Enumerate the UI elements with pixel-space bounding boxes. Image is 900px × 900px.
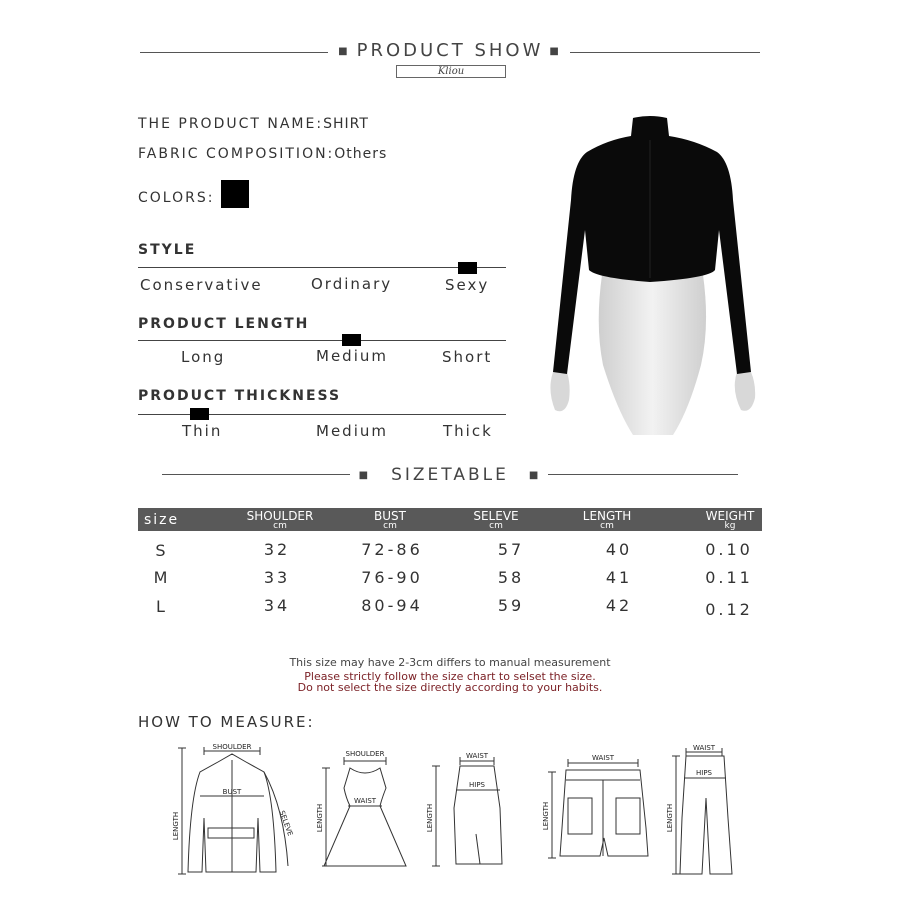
table-cell-shoulder: 32: [263, 540, 291, 559]
table-cell-weight: 0.12: [705, 600, 753, 619]
product-name-row: [138, 116, 369, 132]
style-option-sexy: Sexy: [445, 276, 490, 294]
page-title-wrap: [0, 40, 900, 61]
sizetable-bullet-left-icon: ■: [358, 469, 372, 481]
fabric-label: FABRIC COMPOSITION:: [138, 146, 335, 162]
label-waist-dress: WAIST: [353, 797, 377, 805]
table-cell-length: 40: [605, 540, 633, 559]
style-marker: [458, 262, 477, 274]
label-hips-pants: HIPS: [696, 769, 712, 777]
table-cell-bust: 72-86: [361, 540, 423, 559]
product-name-label: THE PRODUCT NAME:: [138, 116, 324, 132]
style-scale-line: [138, 267, 506, 268]
label-length-pants: LENGTH: [666, 803, 674, 833]
table-cell-size: S: [155, 541, 169, 560]
page-title: PRODUCT SHOW: [356, 40, 544, 61]
label-waist-shorts: WAIST: [591, 754, 615, 762]
title-bullet-left-icon: ■: [338, 45, 351, 57]
label-bust-jacket: BUST: [222, 788, 242, 796]
brand-label: Kliou: [396, 65, 506, 78]
table-cell-weight: 0.10: [705, 540, 753, 559]
fabric-row: [138, 146, 387, 162]
col-header-shoulder: SHOULDER cm: [246, 509, 314, 531]
product-name-value: SHIRT: [323, 116, 369, 132]
dress-diagram: [322, 757, 406, 866]
style-title: STYLE: [138, 242, 197, 258]
note-warning-1: Please strictly follow the size chart to selset the size.: [304, 670, 596, 683]
table-cell-seleve: 58: [497, 568, 525, 587]
thickness-option-thick: Thick: [443, 422, 493, 440]
style-option-conservative: Conservative: [140, 276, 263, 294]
thickness-marker: [190, 408, 209, 420]
product-photo: [545, 110, 760, 435]
shorts-diagram: [548, 759, 648, 858]
table-cell-length: 41: [605, 568, 633, 587]
label-waist-pants: WAIST: [692, 744, 716, 752]
fabric-value: Others: [334, 146, 388, 162]
label-shoulder-dress: SHOULDER: [345, 750, 385, 758]
table-cell-shoulder: 34: [263, 596, 291, 615]
colors-label: COLORS:: [138, 190, 215, 206]
sizetable-title: SIZETABLE: [391, 465, 509, 485]
pants-diagram: [672, 748, 732, 874]
sizetable-header: [138, 508, 762, 531]
length-option-short: Short: [442, 348, 493, 366]
note-measurement: This size may have 2-3cm differs to manual measurement: [289, 656, 611, 669]
label-length-skirt: LENGTH: [426, 803, 434, 833]
col-header-size: size: [144, 512, 180, 528]
table-cell-seleve: 59: [497, 596, 525, 615]
length-option-long: Long: [181, 348, 226, 366]
sizetable-bullet-right-icon: ■: [528, 469, 542, 481]
label-seleve-jacket: SELEVE: [277, 809, 295, 838]
table-cell-length: 42: [605, 596, 633, 615]
table-cell-shoulder: 33: [263, 568, 291, 587]
table-cell-weight: 0.11: [705, 568, 753, 587]
sizetable-title-wrap: [0, 465, 900, 485]
table-cell-bust: 76-90: [361, 568, 423, 587]
title-bullet-right-icon: ■: [549, 45, 562, 57]
how-to-measure-title: HOW TO MEASURE:: [138, 713, 315, 731]
length-title: PRODUCT LENGTH: [138, 316, 310, 332]
label-length-dress: LENGTH: [316, 803, 324, 833]
thickness-option-medium: Medium: [316, 422, 388, 440]
style-option-ordinary: Ordinary: [311, 275, 393, 293]
col-header-weight: WEIGHT kg: [705, 509, 755, 531]
label-hips-skirt: HIPS: [469, 781, 485, 789]
mannequin-left-hand: [550, 372, 569, 411]
label-length-jacket: LENGTH: [172, 811, 180, 841]
table-cell-size: M: [153, 568, 171, 587]
length-option-medium: Medium: [316, 347, 388, 365]
thickness-title: PRODUCT THICKNESS: [138, 388, 342, 404]
length-scale-line: [138, 340, 506, 341]
skirt-diagram: [432, 757, 502, 866]
jacket-diagram: [178, 747, 288, 874]
label-waist-skirt: WAIST: [465, 752, 489, 760]
label-shoulder-jacket: SHOULDER: [212, 743, 252, 751]
col-header-seleve: SELEVE cm: [473, 509, 519, 531]
col-header-length: LENGTH cm: [582, 509, 632, 531]
color-swatch-black[interactable]: [221, 180, 249, 208]
mannequin-right-hand: [735, 372, 755, 411]
table-cell-size: L: [156, 597, 168, 616]
mannequin-hips: [599, 275, 706, 435]
measure-diagrams: [160, 738, 750, 880]
length-marker: [342, 334, 361, 346]
thickness-option-thin: Thin: [182, 422, 223, 440]
note-warning-2: Do not select the size directly according to your habits.: [297, 681, 603, 694]
table-cell-seleve: 57: [497, 540, 525, 559]
label-length-shorts: LENGTH: [542, 801, 550, 831]
table-cell-bust: 80-94: [361, 596, 423, 615]
col-header-bust: BUST cm: [374, 509, 406, 531]
